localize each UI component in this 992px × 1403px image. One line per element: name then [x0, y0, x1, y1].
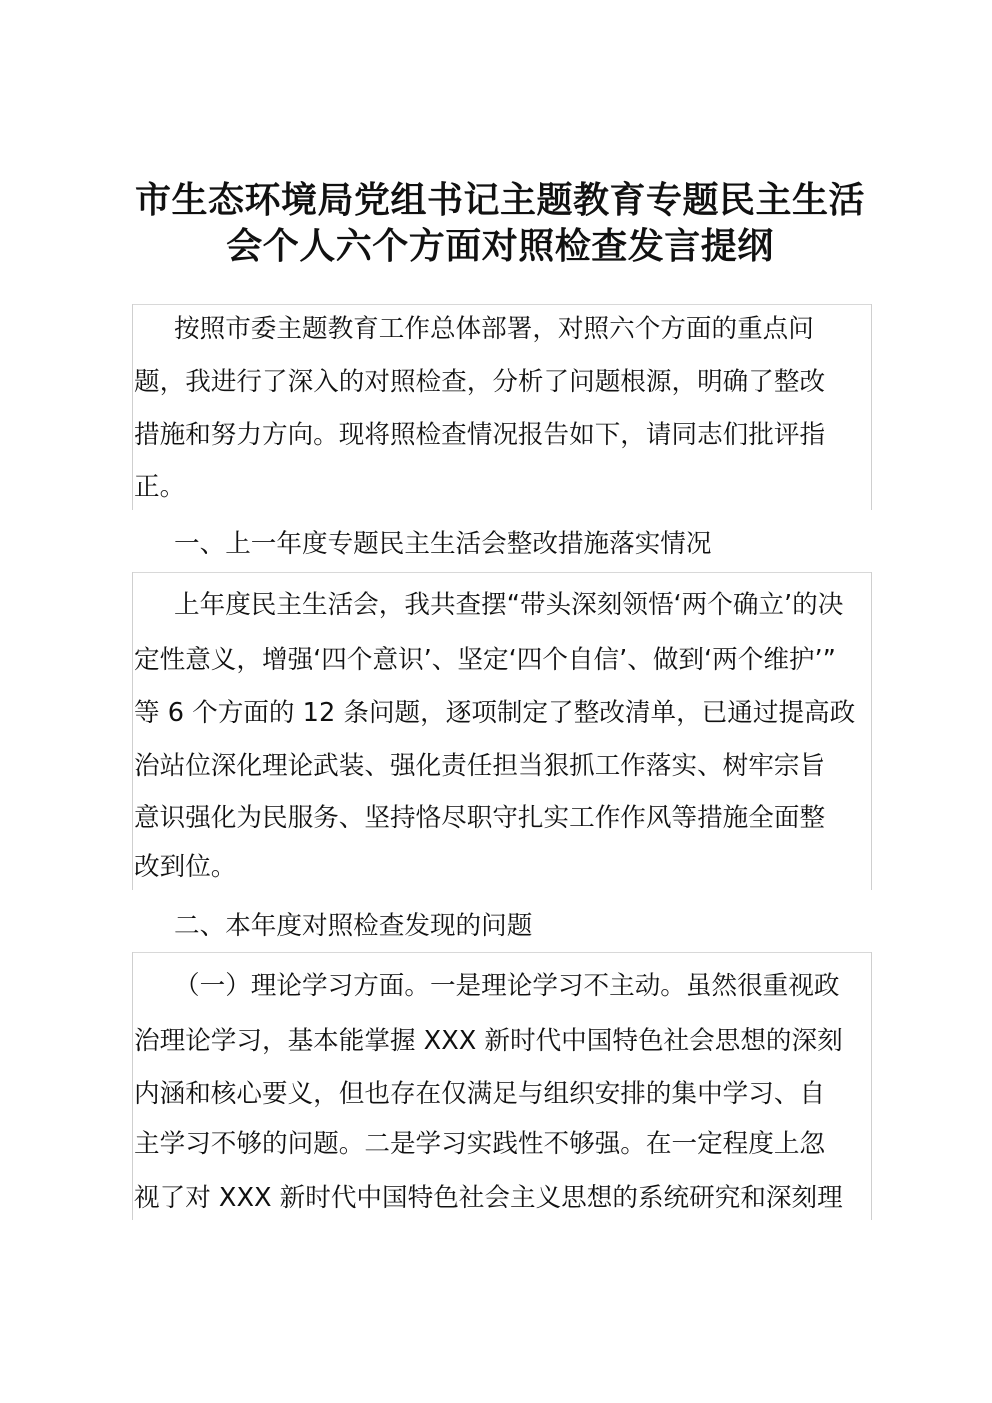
paragraph-rectification-line: 治站位深化理论武装、强化责任担当狠抓工作落实、树牢宗旨 [134, 751, 826, 781]
paragraph-theory-line: 内涵和核心要义，但也存在仅满足与组织安排的集中学习、自 [134, 1079, 826, 1109]
paragraph-rectification-line: 改到位。 [134, 852, 237, 882]
paragraph-theory-line: 治理论学习，基本能掌握 XXX 新时代中国特色社会思想的深刻 [134, 1026, 843, 1056]
document-title [120, 178, 880, 270]
paragraph-rectification-line: 等 6 个方面的 12 条问题，逐项制定了整改清单，已通过提高政 [134, 698, 856, 728]
section-heading-1: 一、上一年度专题民主生活会整改措施落实情况 [174, 529, 712, 559]
section-heading-2: 二、本年度对照检查发现的问题 [174, 911, 533, 941]
paragraph-rectification-line: 定性意义，增强‘四个意识’、坚定‘四个自信’、做到‘两个维护’” [134, 645, 836, 675]
paragraph-rectification-line: 意识强化为民服务、坚持恪尽职守扎实工作作风等措施全面整 [134, 803, 826, 833]
paragraph-intro-line: 措施和努力方向。现将照检查情况报告如下，请同志们批评指 [134, 420, 826, 450]
paragraph-intro-line: 题，我进行了深入的对照检查，分析了问题根源，明确了整改 [134, 367, 826, 397]
paragraph-intro-line: 正。 [134, 472, 186, 502]
paragraph-intro-line: 按照市委主题教育工作总体部署，对照六个方面的重点问 [174, 314, 814, 344]
paragraph-theory-line: 视了对 XXX 新时代中国特色社会主义思想的系统研究和深刻理 [134, 1183, 843, 1213]
paragraph-theory-line: 主学习不够的问题。二是学习实践性不够强。在一定程度上忽 [134, 1129, 826, 1159]
frame-top-edge [132, 572, 872, 573]
paragraph-rectification-line: 上年度民主生活会，我共查摆“带头深刻领悟‘两个确立’的决 [174, 590, 844, 620]
title-line-1: 市生态环境局党组书记主题教育专题民主生活 [134, 180, 865, 221]
paragraph-theory-line: （一）理论学习方面。一是理论学习不主动。虽然很重视政 [174, 971, 840, 1001]
title-line-2: 会个人六个方面对照检查发言提纲 [226, 226, 774, 267]
frame-top-edge [132, 952, 872, 953]
frame-top-edge [132, 304, 872, 305]
